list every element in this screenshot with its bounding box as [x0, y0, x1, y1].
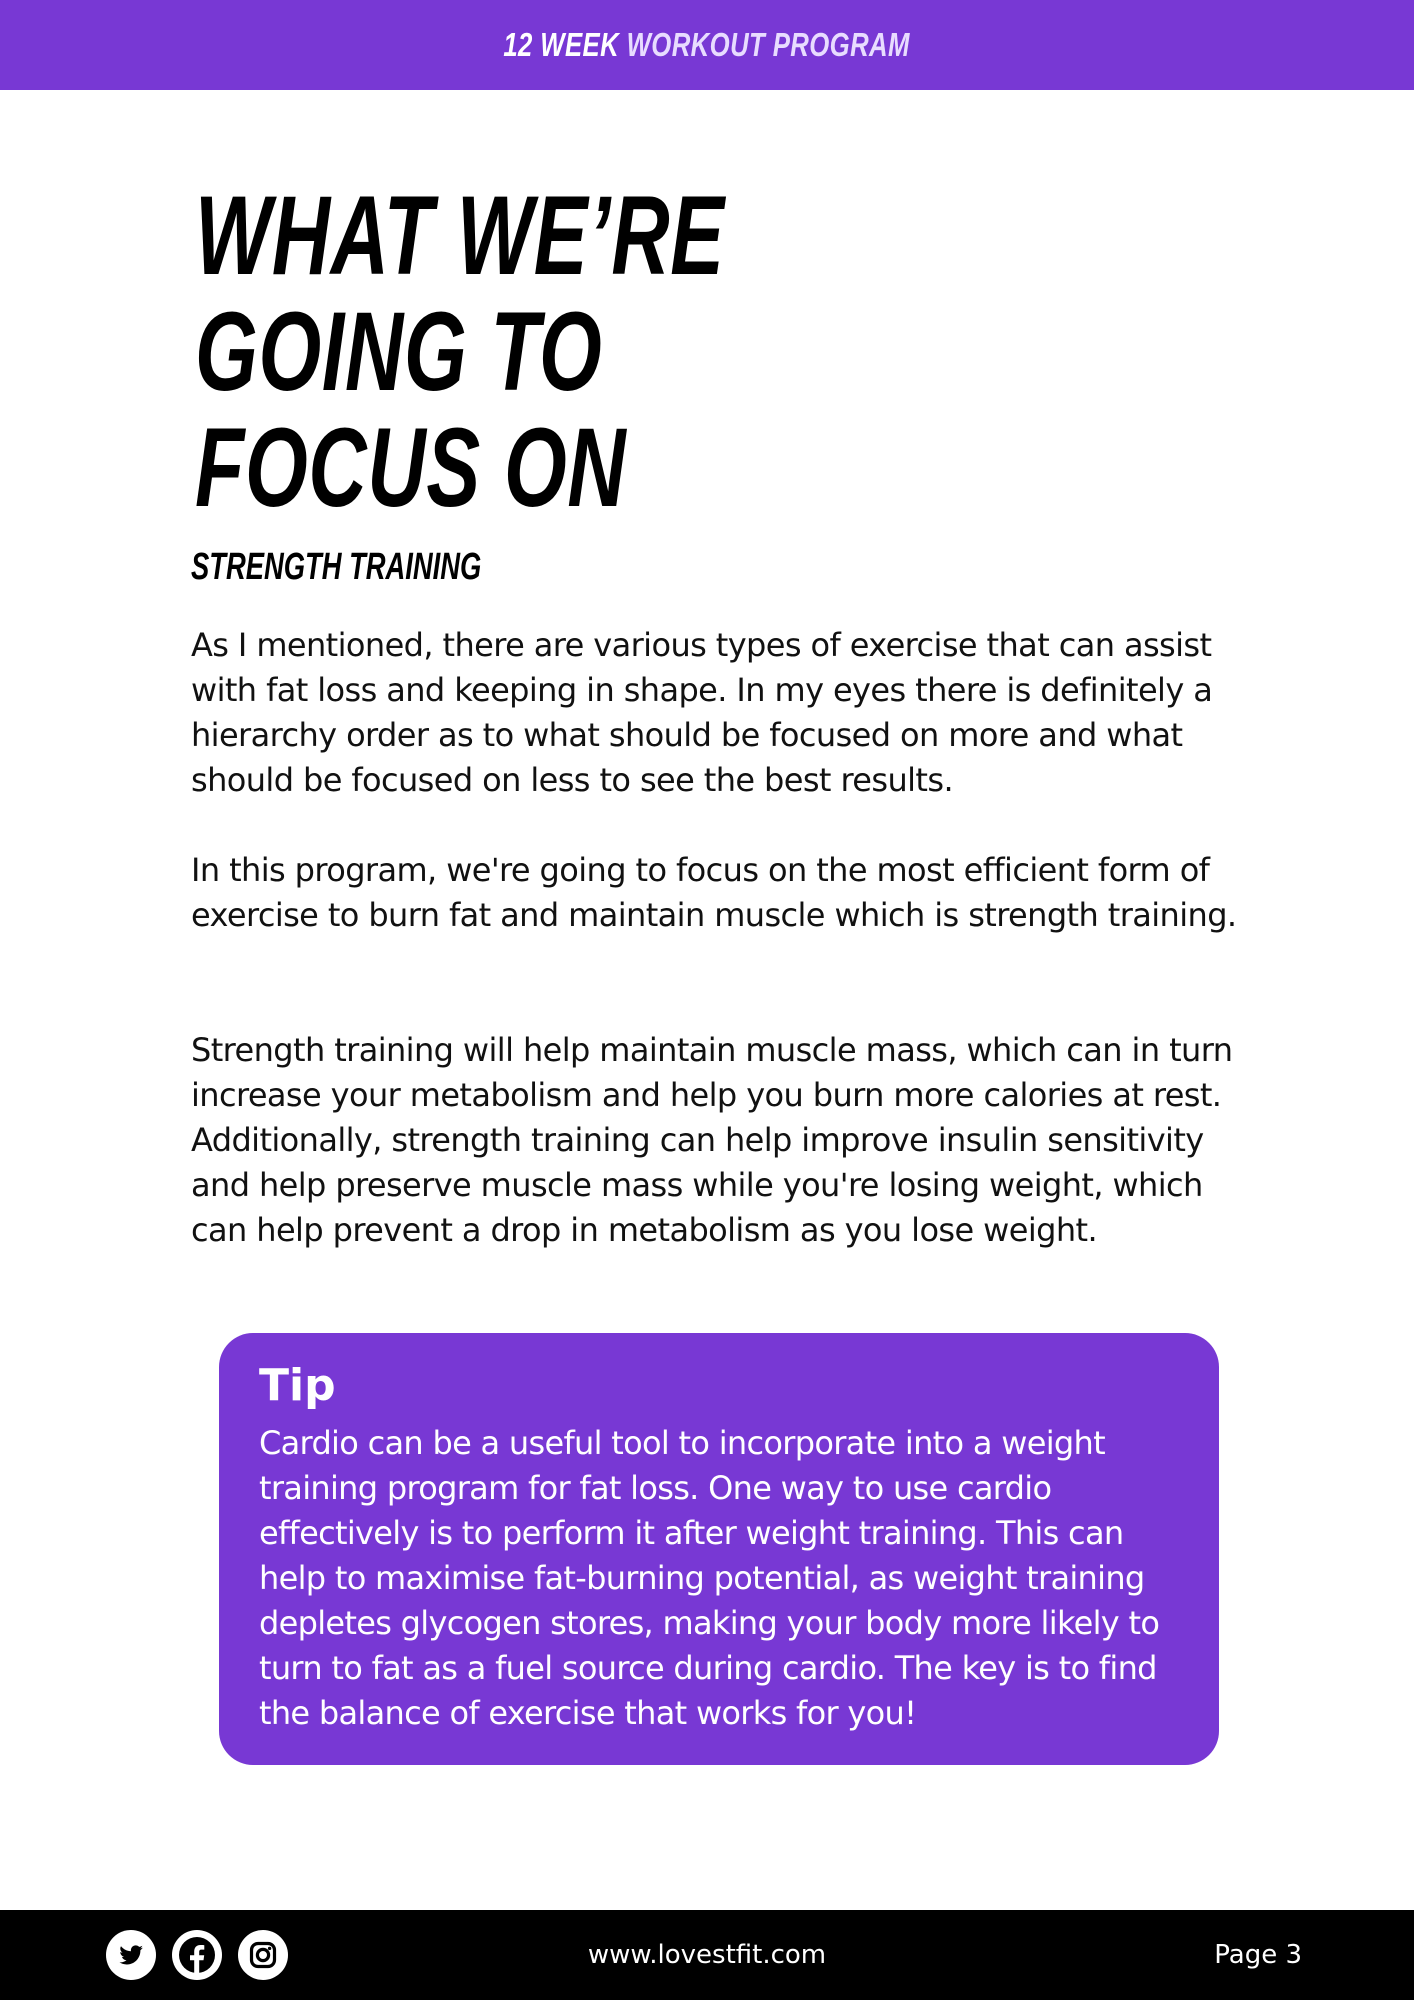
tip-title: Tip: [259, 1360, 336, 1411]
tip-box: [219, 1333, 1219, 1765]
website-link[interactable]: www.lovestfit.com: [587, 1940, 827, 1970]
program-title-part2: WORKOUT PROGRAM: [627, 26, 911, 63]
page-number: Page 3: [1214, 1940, 1302, 1970]
page-title: [195, 173, 987, 530]
program-title-part1: 12 WEEK: [503, 26, 620, 63]
section-heading: STRENGTH TRAINING: [191, 546, 482, 588]
page-title-line1: WHAT WE’RE GOING TO: [195, 173, 725, 414]
body-paragraph-1: As I mentioned, there are various types of exercise that can assist with fat loss and keeping in shape. In my eyes there is definitely a hierarchy order as to what should be focused on more and what should be focused on less to see the best results.: [191, 626, 1213, 799]
body-paragraph-3: Strength training will help maintain muscle mass, which can in turn increase your metabolism and help you burn more calories at rest. Additionally, strength training can help improve insulin sensitivity and help preserve muscle mass while you're losing weight, which can help prevent a drop in metabolism as you lose weight.: [191, 1031, 1233, 1249]
body-paragraph-2: In this program, we're going to focus on the most efficient form of exercise to burn fat and maintain muscle which is strength training.: [191, 851, 1237, 934]
page-title-line2: FOCUS ON: [195, 405, 627, 530]
program-title: [504, 26, 911, 64]
tip-text: Cardio can be a useful tool to incorporate into a weight training program for fat loss. One way to use cardio effectively is to perform it after weight training. This can help to maximise fat-burning potential, as weight training depletes glycogen stores, making your body more likely to turn to fat as a fuel source during cardio. The key is to find the balance of exercise that works for you!: [259, 1424, 1160, 1732]
footer-bar: [0, 1910, 1414, 2000]
header-bar: [0, 0, 1414, 90]
